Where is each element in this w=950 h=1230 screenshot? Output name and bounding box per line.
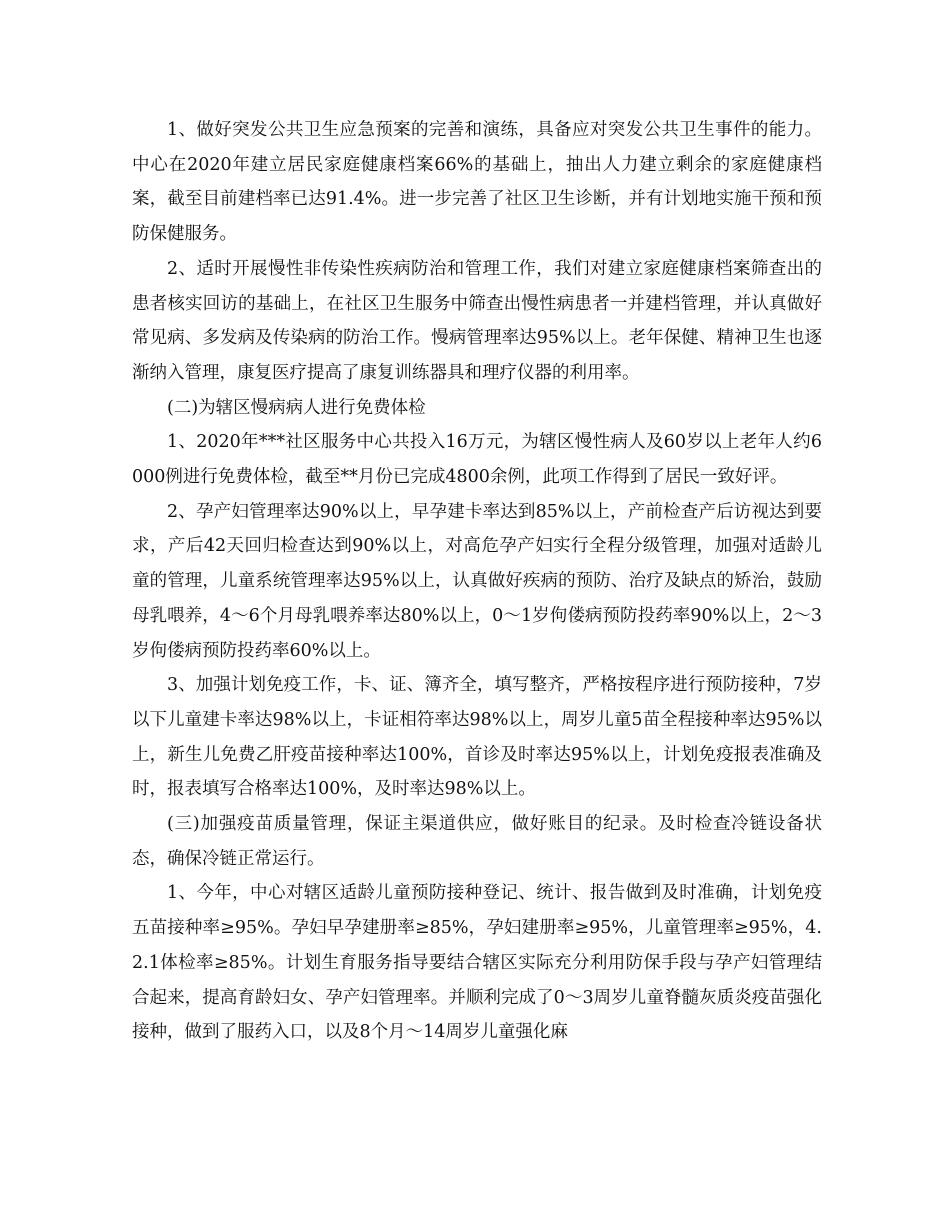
section-heading-3: (三)加强疫苗质量管理，保证主渠道供应，做好账目的纪录。及时检查冷链设备状态，确保冷链正常运行。 <box>132 814 822 869</box>
paragraph-1: 1、做好突发公共卫生应急预案的完善和演练，具备应对突发公共卫生事件的能力。中心在2020年建立居民家庭健康档案66%的基础上，抽出人力建立剩余的家庭健康档案，截至目前建档率已达91.4%。进一步完善了社区卫生诊断，并有计划地实施干预和预防保健服务。 <box>132 120 822 245</box>
section-heading-2: (二)为辖区慢病病人进行免费体检 <box>167 397 426 418</box>
paragraph-2: 2、适时开展慢性非传染性疾病防治和管理工作，我们对建立家庭健康档案筛查出的患者核实回访的基础上，在社区卫生服务中筛查出慢性病患者一并建档管理，并认真做好常见病、多发病及传染病的防治工作。慢病管理率达95%以上。老年保健、精神卫生也逐渐纳入管理，康复医疗提高了康复训练器具和理疗仪器的利用率。 <box>132 258 822 383</box>
paragraph-5: 3、加强计划免疫工作，卡、证、簿齐全，填写整齐，严格按程序进行预防接种，7岁以下儿童建卡率达98%以上，卡证相符率达98%以上，周岁儿童5苗全程接种率达95%以上，新生儿免费乙肝疫苗接种率达100%，首诊及时率达95%以上，计划免疫报表准确及时，报表填写合格率达100%，及时率达98%以上。 <box>132 675 822 800</box>
paragraph-4: 2、孕产妇管理率达90%以上，早孕建卡率达到85%以上，产前检查产后访视达到要求，产后42天回归检查达到90%以上，对高危孕产妇实行全程分级管理，加强对适龄儿童的管理，儿童系统管理率达95%以上，认真做好疾病的预防、治疗及缺点的矫治，鼓励母乳喂养，4～6个月母乳喂养率达80%以上，0～1岁佝偻病预防投药率90%以上，2～3岁佝偻病预防投药率60%以上。 <box>132 501 822 661</box>
paragraph-3: 1、2020年***社区服务中心共投入16万元，为辖区慢性病人及60岁以上老年人约6000例进行免费体检，截至**月份已完成4800余例，此项工作得到了居民一致好评。 <box>132 432 822 488</box>
document-body <box>132 113 822 1050</box>
paragraph-6: 1、今年，中心对辖区适龄儿童预防接种登记、统计、报告做到及时准确，计划免疫五苗接种率≥95%。孕妇早孕建册率≥85%，孕妇建册率≥95%，儿童管理率≥95%，4.2.1体检率≥85%。计划生育服务指导要结合辖区实际充分利用防保手段与孕产妇管理结合起来，提高育龄妇女、孕产妇管理率。并顺利完成了0～3周岁儿童脊髓灰质炎疫苗强化接种，做到了服药入口，以及8个月～14周岁儿童强化麻 <box>132 883 822 1043</box>
